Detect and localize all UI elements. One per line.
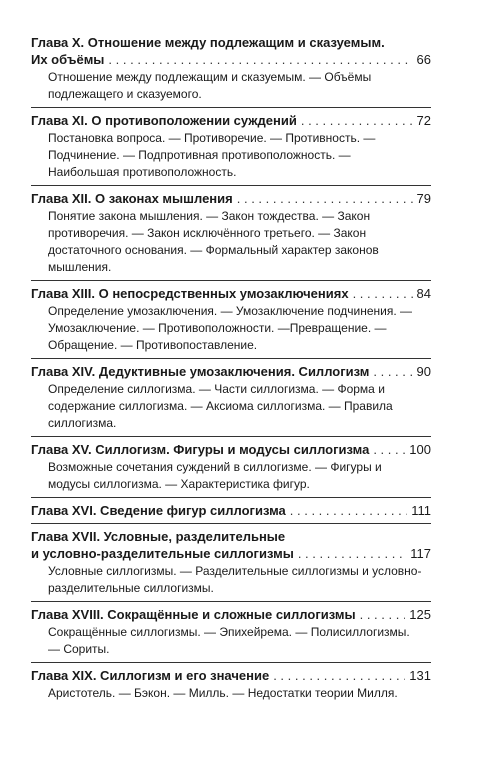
toc-entry-chapter-19 xyxy=(31,663,431,706)
chapter-heading xyxy=(31,667,431,684)
chapter-summary: Постановка вопроса. — Противоречие. — Противность. — Подчинение. — Подпротивная противоположность. — Наибольшая противоположность. xyxy=(48,131,376,179)
dot-leader xyxy=(373,441,405,458)
chapter-title: Глава XIII. О непосредственных умозаключениях xyxy=(31,286,349,301)
chapter-summary: Понятие закона мышления. — Закон тождества. — Закон противоречия. — Закон исключённого третьего. — Закон достаточного основания. — Формальный характер законов мышления. xyxy=(48,209,379,274)
chapter-title: и условно-разделительные силлогизмы xyxy=(31,546,294,561)
toc-entry-chapter-11 xyxy=(31,108,431,186)
chapter-heading xyxy=(31,502,431,519)
page-number: 100 xyxy=(409,442,431,457)
chapter-title: Глава XIV. Дедуктивные умозаключения. Силлогизм xyxy=(31,364,370,379)
dot-leader xyxy=(108,51,412,68)
chapter-summary: Условные силлогизмы. — Разделительные силлогизмы и условно-разделительные силлогизмы. xyxy=(48,564,422,595)
dot-leader xyxy=(298,545,406,562)
chapter-title: Глава XI. О противоположении суждений xyxy=(31,113,297,128)
toc-entry-chapter-13 xyxy=(31,281,431,359)
toc-entry-chapter-15 xyxy=(31,437,431,498)
chapter-summary: Возможные сочетания суждений в силлогизме. — Фигуры и модусы силлогизма. — Характеристика фигур. xyxy=(48,460,382,491)
chapter-title: Их объёмы xyxy=(31,52,105,67)
chapter-summary: Определение силлогизма. — Части силлогизма. — Форма и содержание силлогизма. — Аксиома силлогизма. — Правила силлогизма. xyxy=(48,382,393,430)
dot-leader xyxy=(237,190,413,207)
page-number: 117 xyxy=(410,546,431,561)
page-number: 131 xyxy=(409,668,431,683)
dot-leader xyxy=(301,112,413,129)
page-number: 79 xyxy=(416,191,431,206)
chapter-title-line1: Глава XVII. Условные, разделительные xyxy=(31,529,286,544)
page-number: 90 xyxy=(416,364,431,379)
chapter-title: Глава XIX. Силлогизм и его значение xyxy=(31,668,270,683)
chapter-summary: Определение умозаключения. — Умозаключение подчинения. — Умозаключение. — Противоположности. —Превращение. — Обращение. — Противопоставление. xyxy=(48,304,413,352)
dot-leader xyxy=(373,363,412,380)
chapter-title: Глава XVIII. Сокращённые и сложные силлогизмы xyxy=(31,607,356,622)
page-number: 125 xyxy=(409,607,431,622)
toc-entry-chapter-17 xyxy=(31,524,431,602)
chapter-heading xyxy=(31,606,431,623)
toc-entry-chapter-18 xyxy=(31,602,431,663)
chapter-title: Глава XV. Силлогизм. Фигуры и модусы силлогизма xyxy=(31,442,370,457)
chapter-heading xyxy=(31,285,431,302)
chapter-heading xyxy=(31,51,431,68)
dot-leader xyxy=(290,502,407,519)
page-number: 66 xyxy=(416,52,431,67)
dot-leader xyxy=(273,667,405,684)
toc-entry-chapter-16 xyxy=(31,498,431,524)
toc-entry-chapter-10 xyxy=(31,34,431,108)
toc-entry-chapter-14 xyxy=(31,359,431,437)
chapter-summary: Сокращённые силлогизмы. — Эпихейрема. — Полисиллогизмы. — Сориты. xyxy=(48,625,410,656)
chapter-title: Глава XII. О законах мышления xyxy=(31,191,233,206)
page-number: 72 xyxy=(416,113,431,128)
chapter-heading xyxy=(31,112,431,129)
chapter-summary: Отношение между подлежащим и сказуемым. — Объёмы подлежащего и сказуемого. xyxy=(48,70,372,101)
chapter-heading xyxy=(31,441,431,458)
page-number: 111 xyxy=(411,503,431,518)
chapter-heading xyxy=(31,363,431,380)
dot-leader xyxy=(353,285,413,302)
chapter-summary: Аристотель. — Бэкон. — Милль. — Недостатки теории Милля. xyxy=(48,686,398,700)
page-number: 84 xyxy=(416,286,431,301)
chapter-title-line1: Глава X. Отношение между подлежащим и сказуемым. xyxy=(31,35,385,50)
chapter-heading xyxy=(31,545,431,562)
toc-entry-chapter-12 xyxy=(31,186,431,281)
chapter-heading xyxy=(31,190,431,207)
chapter-title: Глава XVI. Сведение фигур силлогизма xyxy=(31,503,286,518)
dot-leader xyxy=(360,606,406,623)
